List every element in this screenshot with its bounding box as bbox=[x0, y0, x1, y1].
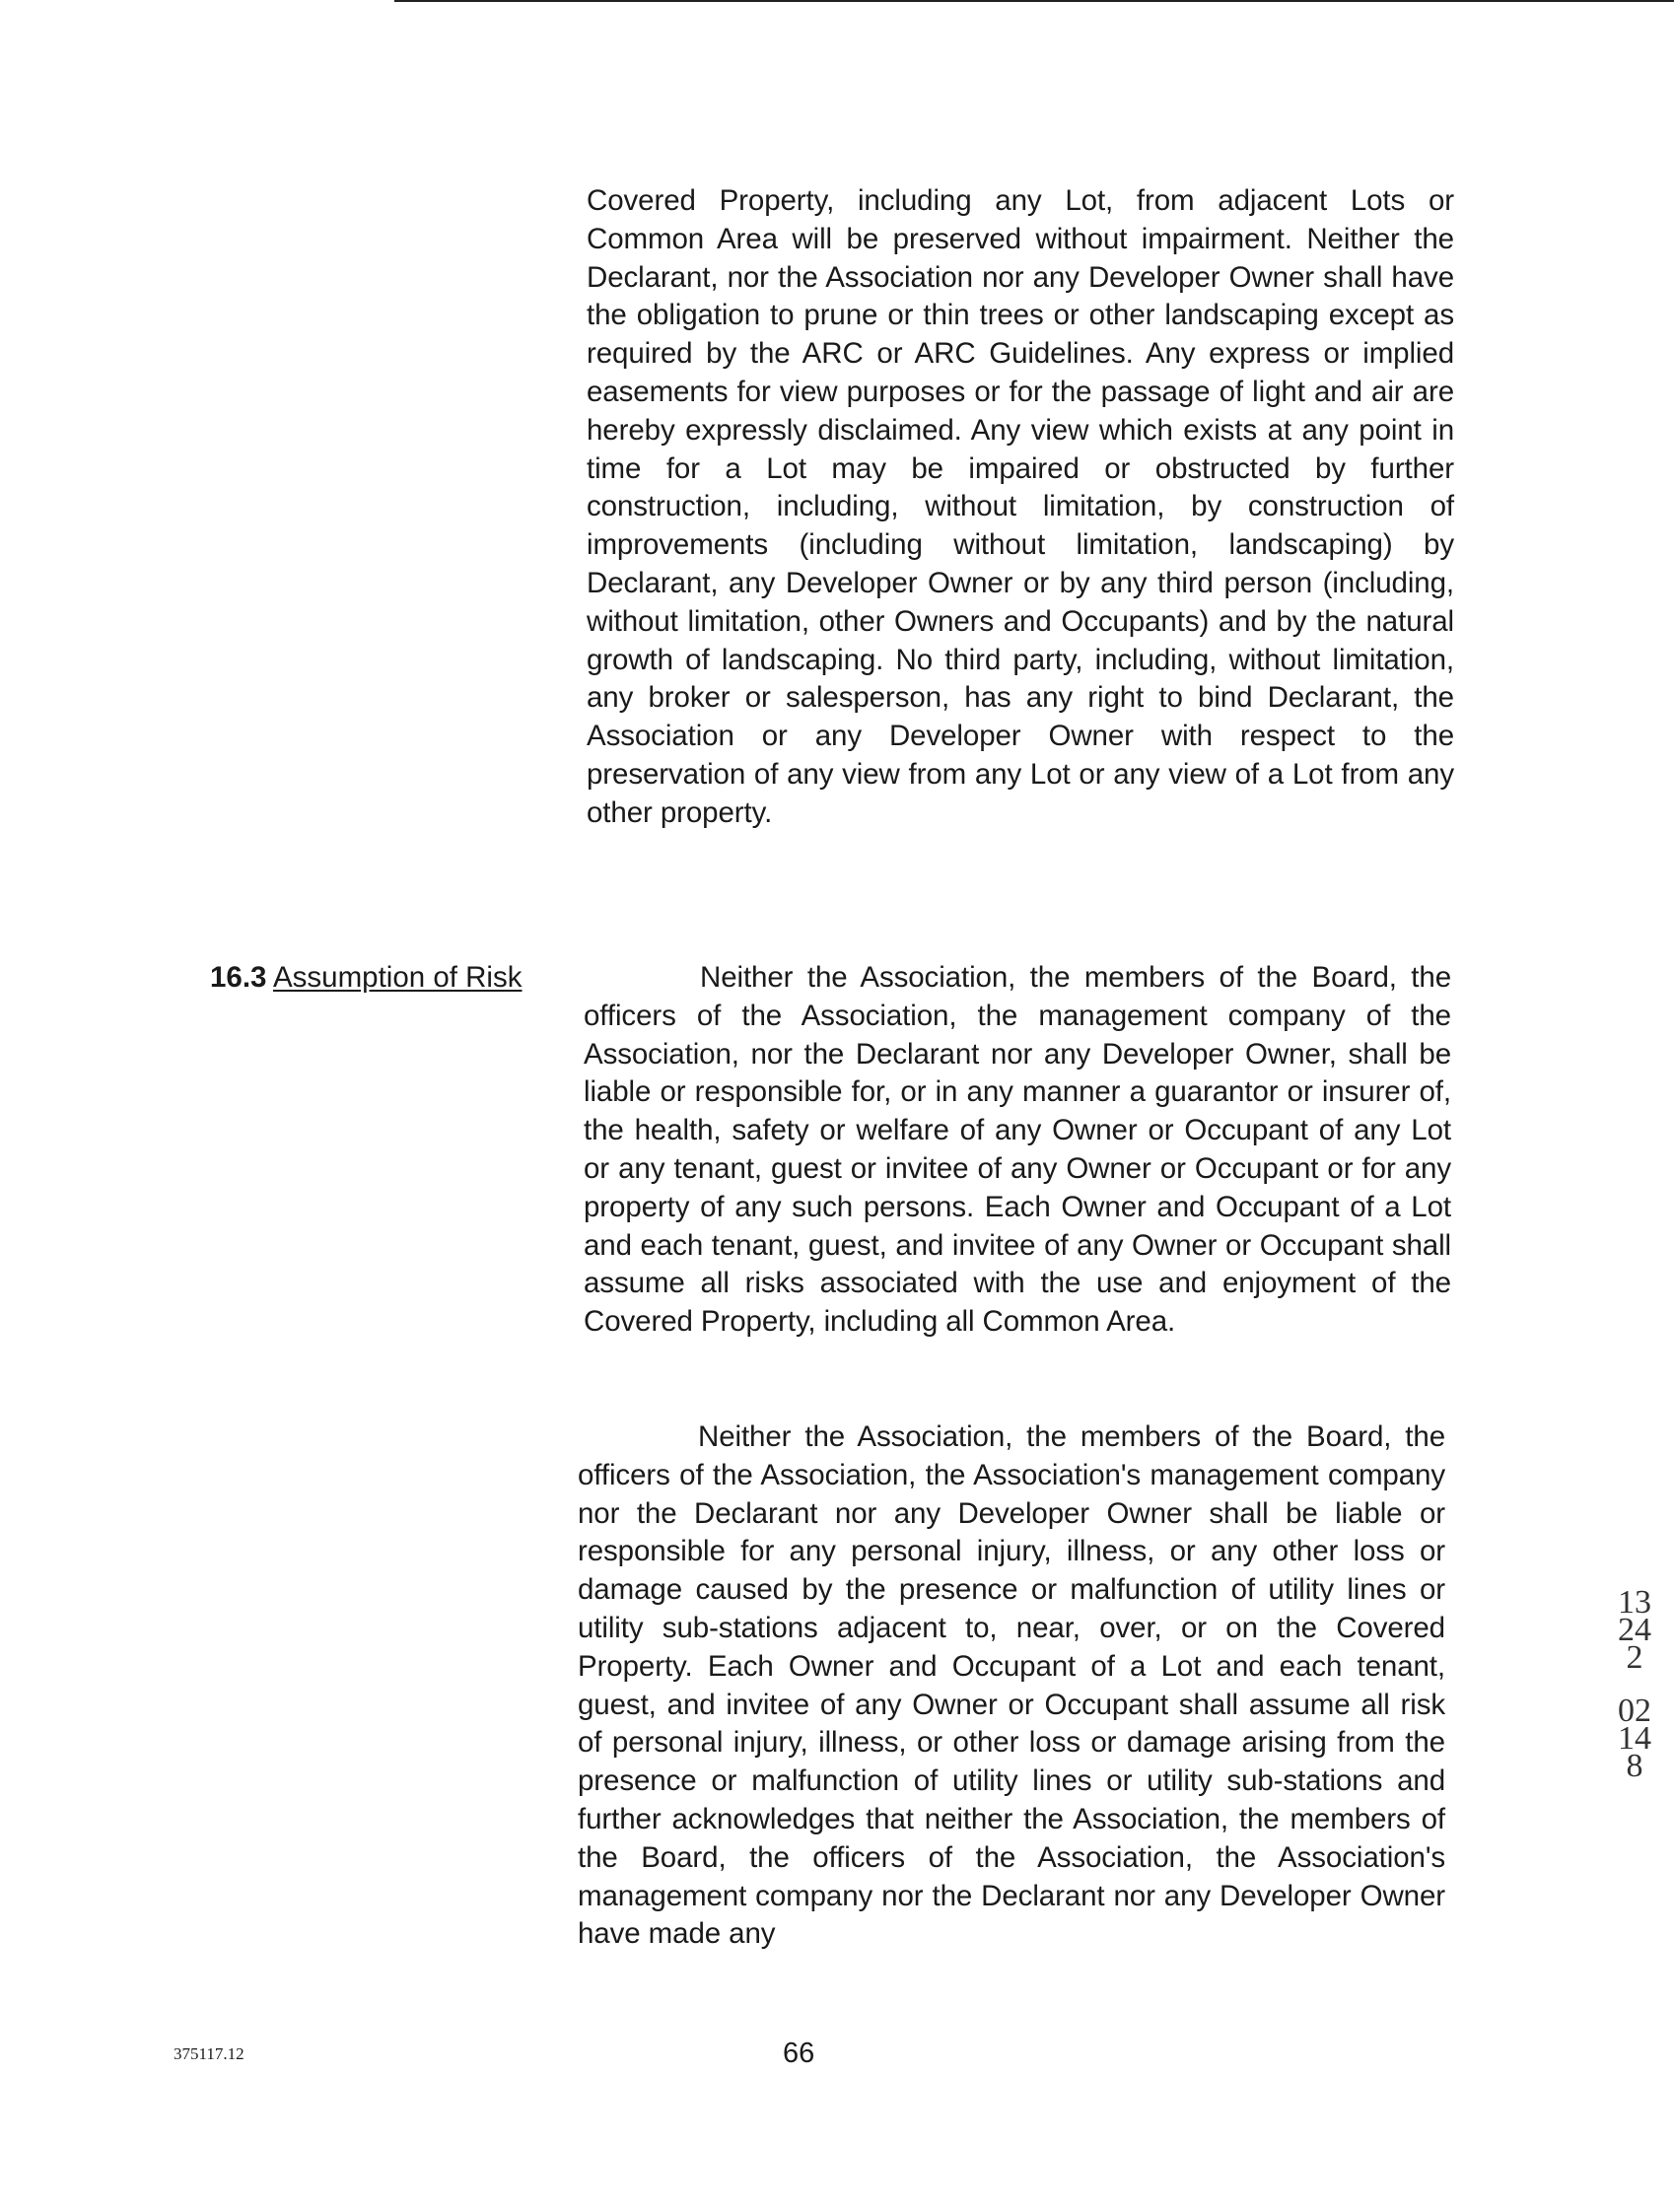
stamp-number-second: 02148 bbox=[1618, 1693, 1651, 1784]
section-title: Assumption of Risk bbox=[273, 961, 523, 994]
section-number: 16.3 bbox=[210, 961, 267, 994]
stamp-number-first: 13242 bbox=[1618, 1584, 1651, 1676]
section-heading bbox=[210, 959, 522, 998]
document-id: 375117.12 bbox=[174, 2044, 244, 2063]
recording-stamp bbox=[1617, 1584, 1652, 1784]
top-border-line bbox=[394, 0, 1674, 2]
paragraph-utility-lines: Neither the Association, the members of the Board, the officers of the Association, the Association's management company nor the Declarant nor any Developer Owner shall be liable or responsible for any personal injury, illness, or any other loss or damage caused by the presence or malfunction of utility lines or utility sub-stations adjacent to, near, over, or on the Covered Property. Each Owner and Occupant of a Lot and each tenant, guest, and invitee of any Owner or Occupant shall assume all risk of personal injury, illness, or other loss or damage arising from the presence or malfunction of utility lines or utility sub-stations and further acknowledges that neither the Association, the members of the Board, the officers of the Association, the Association's management company nor the Declarant nor any Developer Owner have made any bbox=[578, 1420, 1445, 1951]
page-number: 66 bbox=[783, 2038, 815, 2069]
paragraph-assumption-of-risk: Neither the Association, the members of the Board, the officers of the Association, the management company of the Association, nor the Declarant nor any Developer Owner, shall be liable or responsible for, or in any manner a guarantor or insurer of, the health, safety or welfare of any Owner or Occupant of any Lot or any tenant, guest or invitee of any Owner or Occupant or for any property of any such persons. Each Owner and Occupant of a Lot and each tenant, guest, and invitee of any Owner or Occupant shall assume all risks associated with the use and enjoyment of the Covered Property, including all Common Area. bbox=[584, 961, 1451, 1339]
paragraph-view-preservation: Covered Property, including any Lot, from adjacent Lots or Common Area will be preserved without impairment. Neither the Declarant, nor the Association nor any Developer Owner shall have the obligation to prune or thin trees or other landscaping except as required by the ARC or ARC Guidelines. Any express or implied easements for view purposes or for the passage of light and air are hereby expressly disclaimed. Any view which exists at any point in time for a Lot may be impaired or obstructed by further construction, including, without limitation, by construction of improvements (including without limitation, landscaping) by Declarant, any Developer Owner or by any third person (including, without limitation, other Owners and Occupants) and by the natural growth of landscaping. No third party, including, without limitation, any broker or salesperson, has any right to bind Declarant, the Association or any Developer Owner with respect to the preservation of any view from any Lot or any view of a Lot from any other property. bbox=[587, 184, 1454, 829]
